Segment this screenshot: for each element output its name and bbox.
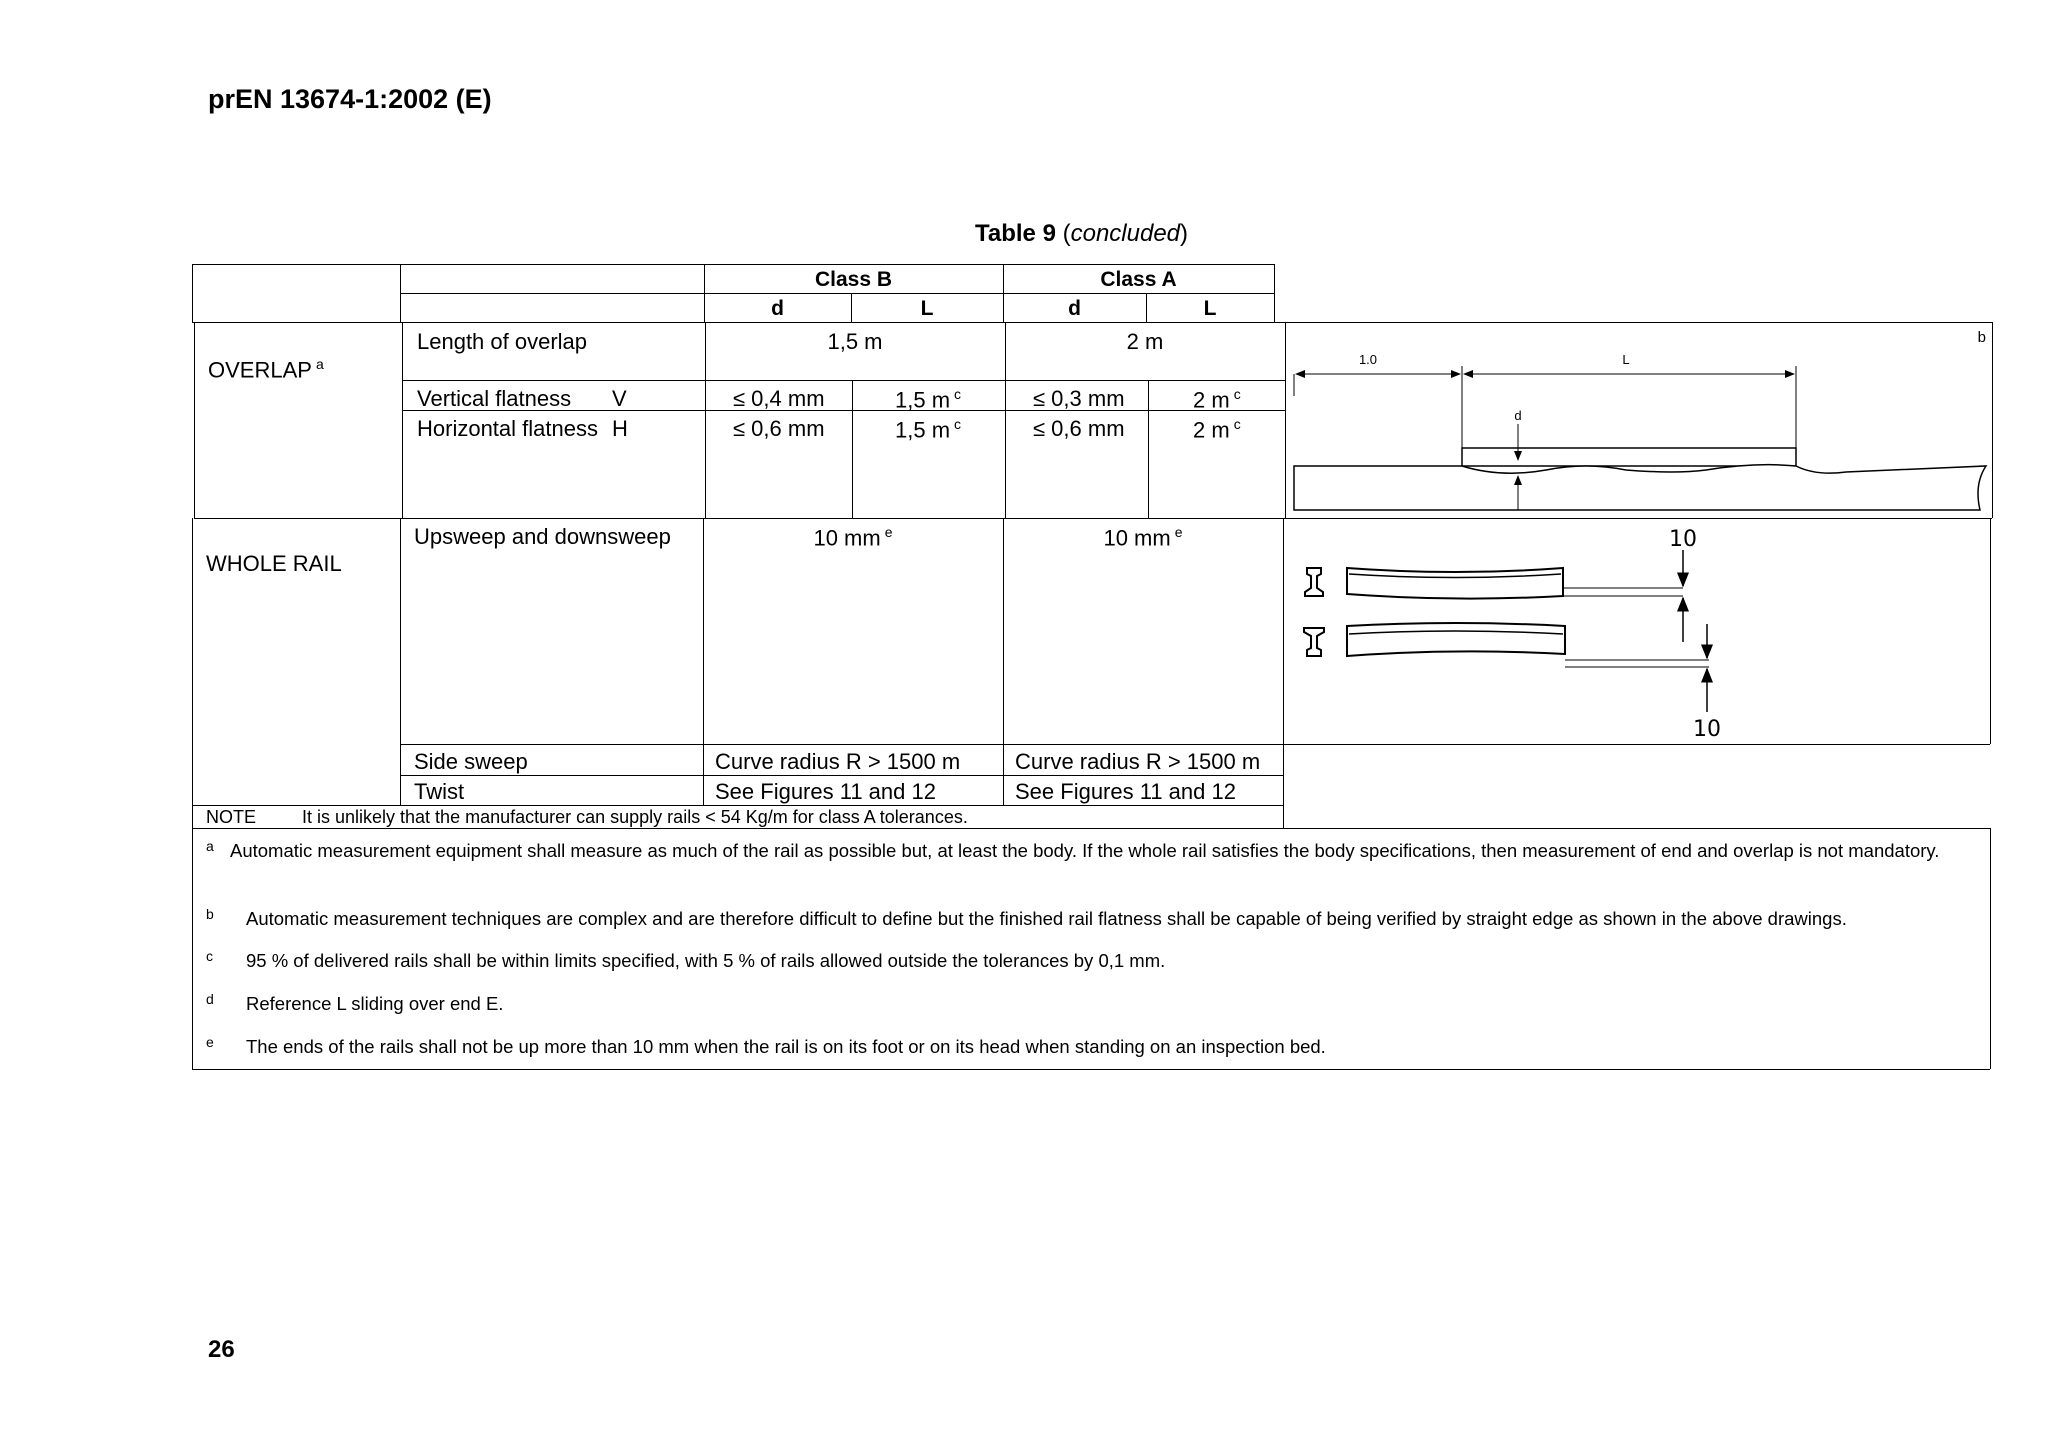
vertical-flatness-label: Vertical flatness (417, 386, 572, 411)
overlap-label (208, 356, 324, 383)
side-sweep-class-a: Curve radius R > 1500 m (1015, 749, 1261, 774)
vertical-b-L (895, 386, 961, 413)
dim-top-label: 10 (1669, 527, 1697, 552)
horizontal-flatness-symbol: H (612, 416, 628, 441)
page-number: 26 (208, 1336, 235, 1363)
col-header-b-d: d (771, 297, 784, 320)
footnote-c-mark: c (206, 948, 213, 964)
col-header-a-d: d (1068, 297, 1081, 320)
document-id: prEN 13674-1:2002 (E) (208, 84, 492, 114)
length-of-overlap-label: Length of overlap (417, 329, 588, 354)
dim-bottom-label: 10 (1693, 717, 1721, 742)
vertical-a-L-value: 2 m (1193, 387, 1230, 413)
horizontal-a-L-value: 2 m (1193, 417, 1230, 443)
footnote-d (206, 991, 1974, 1017)
horizontal-b-d: ≤ 0,6 mm (733, 416, 825, 441)
table-title-number: Table 9 (975, 220, 1056, 247)
side-sweep-class-b: Curve radius R > 1500 m (715, 749, 961, 774)
table-title-qualifier: concluded (1070, 220, 1181, 247)
table-title: Table 9 (concluded) (975, 220, 1189, 247)
footnote-a-text: Automatic measurement equipment shall measure as much of the rail as possible but, at least the body. If the whole rail satisfies the body specifications, then measurement of end and overlap is not mandatory. (230, 840, 1940, 861)
footnote-e-text: The ends of the rails shall not be up more than 10 mm when the rail is on its foot or on its head when standing on an inspection bed. (246, 1036, 1326, 1057)
footnote-c (206, 948, 1974, 974)
whole-rail-label: WHOLE RAIL (206, 551, 342, 576)
dim-1-0-label: 1.0 (1358, 352, 1378, 367)
upsweep-class-b-sup: e (884, 524, 893, 540)
col-header-class-b: Class B (814, 268, 893, 291)
overlap-label-text: OVERLAP (208, 357, 312, 383)
dim-d-label: d (1514, 408, 1522, 423)
horizontal-a-L (1193, 416, 1241, 443)
horizontal-b-L (895, 416, 961, 443)
footnote-ref-b: b (1977, 329, 1986, 346)
rail-section-icon-head-down (1304, 628, 1324, 656)
col-header-class-a: Class A (1100, 268, 1177, 291)
horizontal-b-L-sup: c (954, 416, 962, 432)
rail-profile (1294, 465, 1986, 510)
upsweep-class-a-sup: e (1174, 524, 1183, 540)
footnote-a-mark: a (206, 838, 214, 854)
col-header-b-L: L (920, 297, 934, 320)
twist-class-a: See Figures 11 and 12 (1015, 779, 1236, 804)
vertical-b-L-sup: c (954, 386, 962, 402)
footnote-d-mark: d (206, 991, 214, 1007)
footnote-b-text: Automatic measurement techniques are complex and are therefore difficult to define but the finished rail flatness shall be capable of being verified by straight edge as shown in the above drawings. (246, 908, 1847, 929)
footnote-b-mark: b (206, 906, 214, 922)
side-sweep-label: Side sweep (414, 749, 528, 774)
rail-section-icon-head-up (1305, 568, 1323, 596)
upsweep-class-a-value: 10 mm (1103, 525, 1171, 551)
twist-label: Twist (414, 779, 465, 804)
horizontal-a-L-sup: c (1233, 416, 1241, 432)
footnote-d-text: Reference L sliding over end E. (246, 993, 504, 1014)
upsweep-class-a (1003, 524, 1283, 551)
length-class-a: 2 m (1126, 329, 1164, 354)
footnote-b (206, 906, 1974, 932)
footnote-e-mark: e (206, 1034, 214, 1050)
rail-downsweep (1347, 623, 1565, 656)
col-header-a-L: L (1203, 297, 1217, 320)
vertical-b-d: ≤ 0,4 mm (733, 386, 825, 411)
vertical-a-L-sup: c (1233, 386, 1241, 402)
dim-L-label: L (1622, 352, 1630, 367)
horizontal-b-L-value: 1,5 m (895, 417, 951, 443)
length-class-b: 1,5 m (827, 329, 883, 354)
vertical-b-L-value: 1,5 m (895, 387, 951, 413)
upsweep-label: Upsweep and downsweep (414, 524, 671, 549)
upsweep-class-b-value: 10 mm (813, 525, 881, 551)
whole-rail-diagram (1285, 520, 1989, 743)
horizontal-flatness-label: Horizontal flatness (417, 416, 598, 441)
straight-edge (1462, 448, 1796, 466)
note-label: NOTE (206, 807, 257, 827)
horizontal-a-d: ≤ 0,6 mm (1033, 416, 1125, 441)
footnote-a (206, 838, 1974, 864)
vertical-a-d: ≤ 0,3 mm (1033, 386, 1125, 411)
footnote-e (206, 1034, 1974, 1060)
upsweep-class-b (703, 524, 1003, 551)
overlap-label-sup: a (315, 356, 324, 372)
vertical-a-L (1193, 386, 1241, 413)
footnote-c-text: 95 % of delivered rails shall be within limits specified, with 5 % of rails allowed outside the tolerances by 0,1 mm. (246, 950, 1166, 971)
overlap-diagram (1286, 324, 1991, 517)
twist-class-b: See Figures 11 and 12 (715, 779, 936, 804)
note-text: It is unlikely that the manufacturer can supply rails < 54 Kg/m for class A tolerances. (302, 807, 968, 827)
vertical-flatness-symbol: V (612, 386, 627, 411)
rail-upsweep (1347, 568, 1563, 599)
